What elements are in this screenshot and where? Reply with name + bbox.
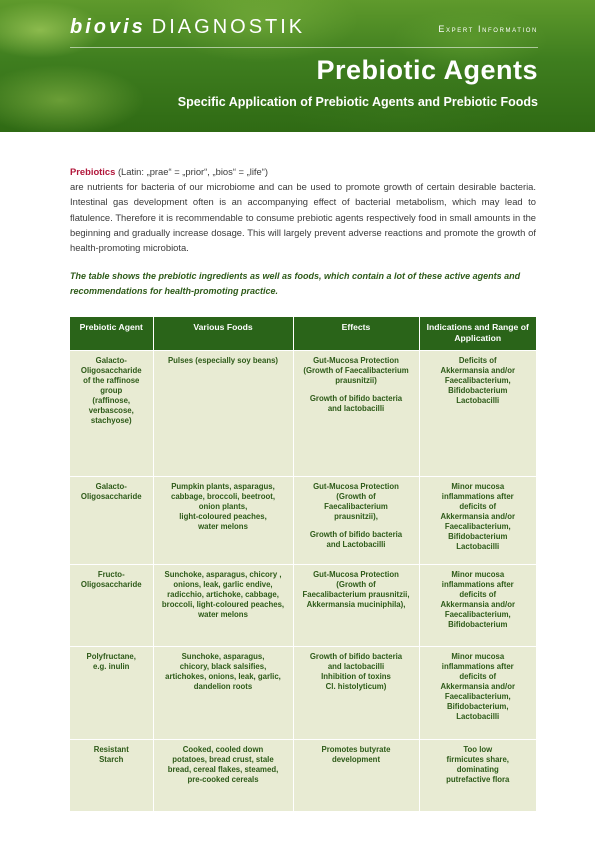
- cell-foods: Sunchoke, asparagus, chicory , onions, leak, garlic endive, radicchio, artichoke, cabbage, broccoli, light-coloured peaches, water melons: [161, 569, 285, 619]
- table-row: [70, 564, 536, 646]
- col-header-foods: Various Foods: [153, 317, 293, 350]
- intro-etymology: (Latin: „prae“ = „prior“, „bios“ = „life“): [117, 166, 268, 177]
- cell-agent: Resistant Starch: [93, 744, 129, 764]
- table-note: The table shows the prebiotic ingredients as well as foods, which contain a lot of these active agents and recommendations for health-promoting practice.: [70, 271, 521, 296]
- cell-foods: Sunchoke, asparagus, chicory, black salsifies, artichokes, onions, leak, garlic, dandelion roots: [165, 651, 281, 691]
- table-row: [70, 350, 536, 476]
- col-header-effects: Effects: [293, 317, 419, 350]
- cell-effects-secondary: Growth of bifido bacteria and lactobacilli: [309, 393, 403, 413]
- cell-indications: Minor mucosa inflammations after deficits of Akkermansia and/or Faecalibacterium, Bifidobacterium Lactobacilli: [440, 481, 516, 552]
- page-subtitle: Specific Application of Prebiotic Agents and Prebiotic Foods: [177, 95, 538, 109]
- cell-agent: Galacto- Oligosaccharide: [80, 481, 142, 501]
- table-header-row: [70, 317, 536, 350]
- cell-foods: Pulses (especially soy beans): [167, 355, 279, 365]
- brand-suffix: DIAGNOSTIK: [151, 16, 306, 38]
- brand-logo: [70, 16, 305, 39]
- cell-indications: Deficits of Akkermansia and/or Faecalibacterium, Bifidobacterium Lactobacilli: [440, 355, 516, 405]
- cell-foods: Cooked, cooled down potatoes, bread crust, stale bread, cereal flakes, steamed, pre-cooked cereals: [167, 744, 279, 784]
- cell-agent: Galacto- Oligosaccharide of the raffinose group (raffinose, verbascose, stachyose): [80, 355, 142, 426]
- table-row: [70, 739, 536, 811]
- cell-indications: Too low firmicutes share, dominating putrefactive flora: [446, 744, 510, 784]
- cell-foods: Pumpkin plants, asparagus, cabbage, broccoli, beetroot, onion plants, light-coloured peaches, water melons: [171, 481, 275, 531]
- brand-name: biovis: [70, 16, 146, 38]
- section-label: Expert Information: [438, 24, 538, 34]
- cell-effects: Promotes butyrate development: [321, 744, 391, 764]
- intro-paragraph: [70, 164, 536, 255]
- col-header-agent: Prebiotic Agent: [70, 317, 153, 350]
- intro-body: are nutrients for bacteria of our microbiome and can be used to promote growth of certain desirable bacteria. Intestinal gas development often is an accompanying effect of bacterial metabolism, which may lead to flatulence. Therefore it is recommendable to consume prebiotic agents respectively food in small amounts in the beginning and gradually increase dosage. This will largely prevent adverse reactions and promote the growth of health-promoting microbiota.: [70, 181, 536, 254]
- cell-indications: Minor mucosa inflammations after deficits of Akkermansia and/or Faecalibacterium, Bifidobacterium: [440, 569, 516, 629]
- cell-effects: Gut-Mucosa Protection (Growth of Faecalibacterium prausnitzii, Akkermansia muciniphila),: [302, 569, 410, 609]
- table-row: [70, 476, 536, 564]
- prebiotic-table: [70, 317, 536, 811]
- intro-keyword: Prebiotics: [70, 166, 116, 177]
- cell-agent: Polyfructane, e.g. inulin: [86, 651, 136, 671]
- cell-agent: Fructo- Oligosaccharide: [80, 569, 142, 589]
- table-row: [70, 646, 536, 739]
- page-header: [0, 0, 595, 132]
- cell-effects: Growth of bifido bacteria and lactobacilli Inhibition of toxins Cl. histolyticum): [309, 651, 403, 691]
- header-divider: [70, 47, 538, 48]
- cell-effects: Gut-Mucosa Protection (Growth of Faecalibacterium prausnitzii),: [313, 481, 399, 521]
- cell-indications: Minor mucosa inflammations after deficits of Akkermansia and/or Faecalibacterium, Bifidobacterium, Lactobacilli: [440, 651, 516, 722]
- cell-effects: Gut-Mucosa Protection (Growth of Faecalibacterium prausnitzii): [303, 355, 409, 385]
- page-title: Prebiotic Agents: [316, 55, 538, 85]
- col-header-indications: Indications and Range of Application: [419, 317, 536, 350]
- cell-effects-secondary: Growth of bifido bacteria and Lactobacilli: [309, 529, 403, 549]
